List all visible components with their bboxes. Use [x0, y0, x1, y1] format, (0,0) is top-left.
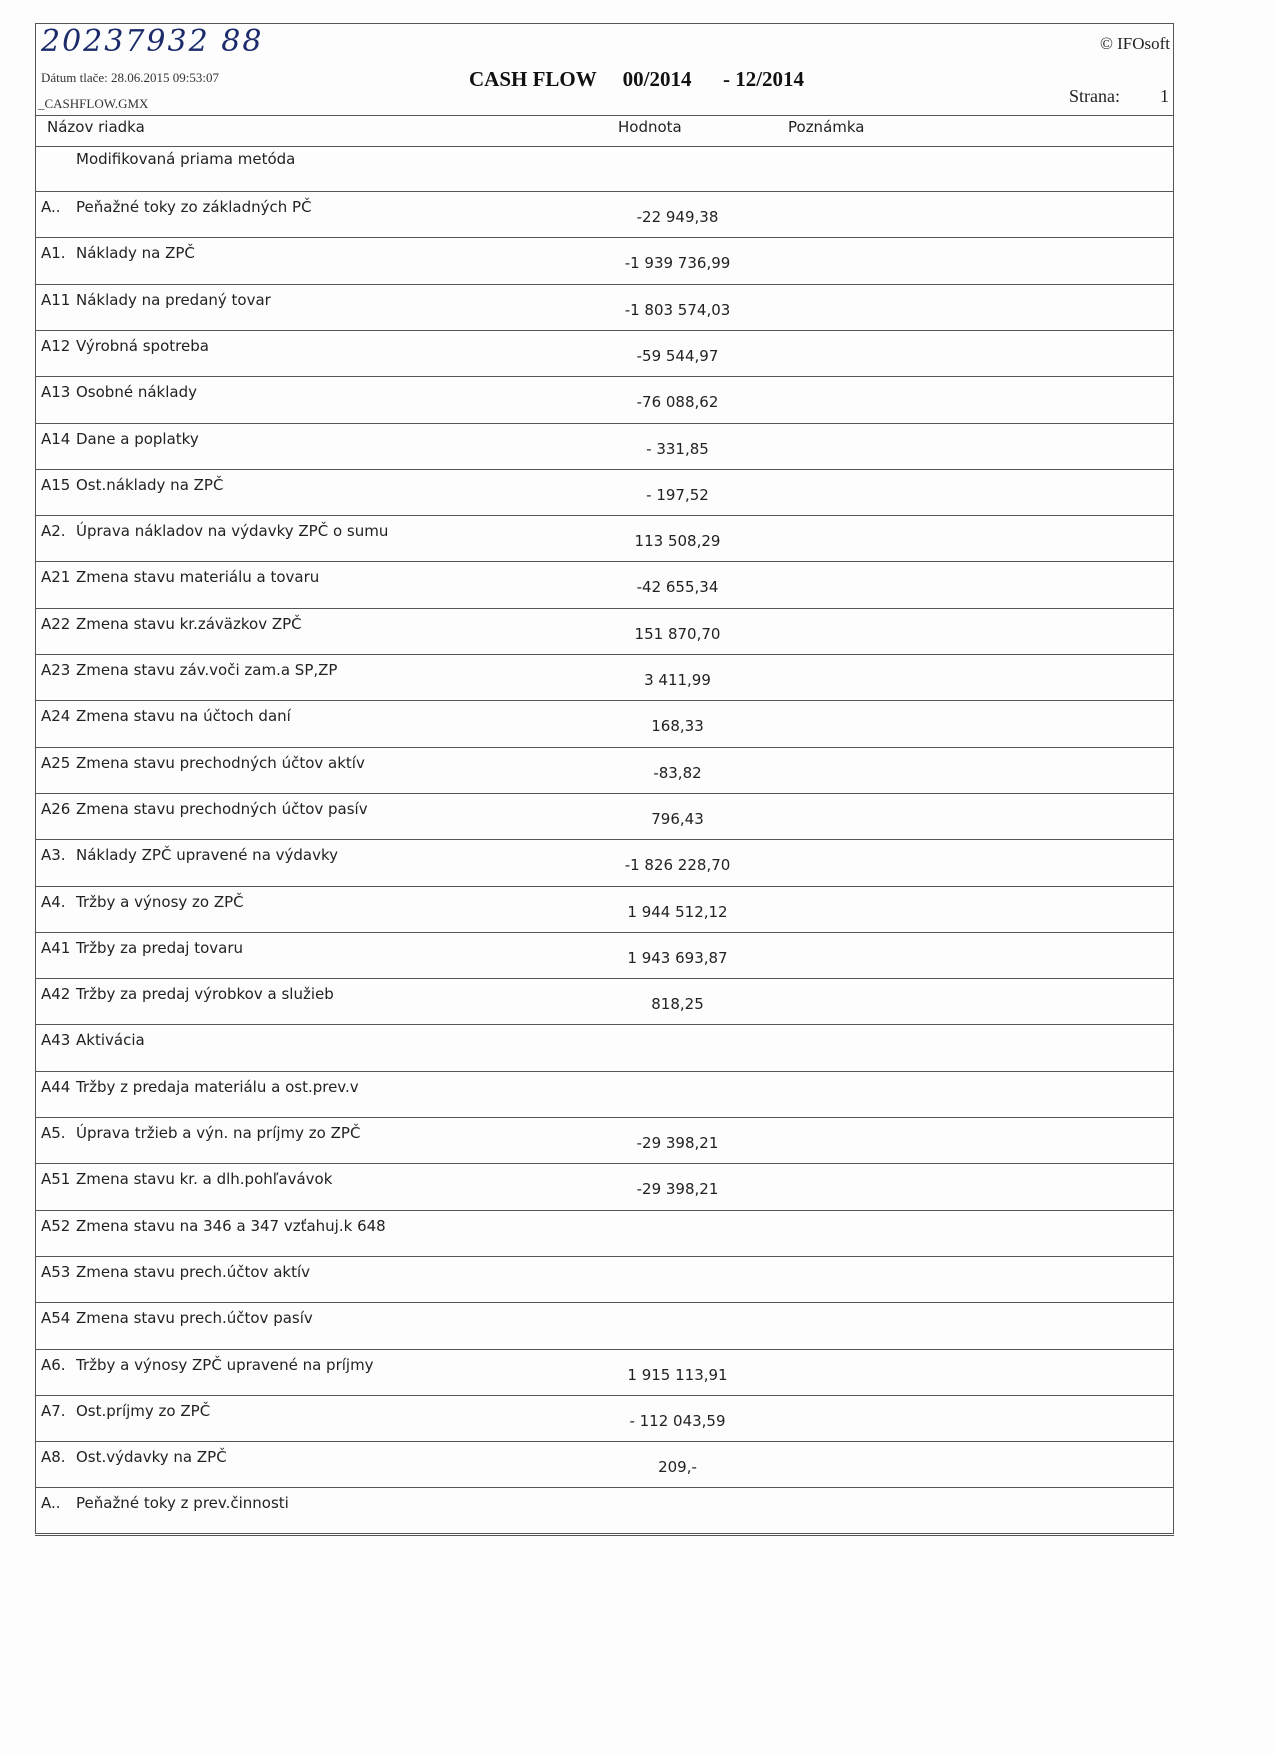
row-label: Tržby za predaj tovaru	[76, 938, 244, 957]
row-value: -1 826 228,70	[624, 856, 731, 875]
table-row	[35, 1396, 1174, 1442]
table-row	[35, 1072, 1174, 1118]
row-code: A23	[41, 661, 71, 679]
table-row	[35, 1118, 1174, 1164]
row-value: 1 943 693,87	[627, 948, 728, 967]
row-value: -29 398,21	[636, 1180, 719, 1199]
row-label: Aktivácia	[76, 1031, 145, 1050]
row-value: 209,-	[658, 1458, 697, 1477]
row-code: A42	[41, 985, 71, 1004]
column-header-note: Poznámka	[788, 118, 865, 136]
column-header-name: Názov riadka	[47, 118, 145, 136]
row-value: 818,25	[651, 995, 704, 1014]
row-code: A26	[41, 799, 71, 818]
row-code: A52	[41, 1216, 71, 1235]
column-header-value: Hodnota	[618, 118, 682, 136]
table-row	[35, 470, 1174, 516]
table-row	[35, 1025, 1174, 1071]
row-label: Dane a poplatky	[76, 429, 199, 448]
report-title: CASH FLOW 00/2014 - 12/2014	[469, 67, 805, 91]
row-code: A5.	[41, 1124, 66, 1142]
row-value: -76 088,62	[636, 393, 719, 412]
handwritten-number: 20237932 88	[41, 24, 264, 59]
row-code: A..	[41, 1494, 61, 1513]
row-value: 1 915 113,91	[627, 1365, 728, 1384]
row-label: Zmena stavu kr.záväzkov ZPČ	[76, 614, 302, 633]
table-row	[35, 1211, 1174, 1257]
page-label: Strana:	[1069, 86, 1120, 106]
table-row	[35, 1442, 1174, 1488]
row-label: Zmena stavu prech.účtov pasív	[76, 1309, 313, 1328]
table-row	[35, 840, 1174, 886]
table-row	[35, 748, 1174, 794]
row-code: A15	[41, 475, 71, 494]
row-label: Tržby a výnosy ZPČ upravené na príjmy	[76, 1355, 374, 1374]
row-label: Náklady ZPČ upravené na výdavky	[76, 846, 339, 865]
row-label: Ost.náklady na ZPČ	[76, 475, 224, 494]
row-label: Zmena stavu materiálu a tovaru	[76, 568, 320, 587]
row-label: Zmena stavu kr. a dlh.pohľavávok	[76, 1170, 333, 1189]
row-code: A..	[41, 198, 61, 216]
row-label: Výrobná spotreba	[76, 336, 209, 355]
row-code: A12	[41, 336, 71, 355]
row-code: A2.	[41, 522, 66, 541]
table-row	[35, 655, 1174, 701]
table-row	[35, 701, 1174, 747]
row-label: Zmena stavu na účtoch daní	[76, 707, 291, 726]
header-divider	[35, 115, 1174, 116]
row-value: 168,33	[651, 717, 704, 736]
row-label: Zmena stavu na 346 a 347 vzťahuj.k 648	[76, 1216, 386, 1235]
table-row	[35, 979, 1174, 1025]
row-label: Náklady na predaný tovar	[76, 290, 271, 309]
page-number: 1	[1160, 86, 1169, 106]
row-code: A25	[41, 753, 71, 772]
table-row	[35, 1257, 1174, 1303]
row-value: 1 944 512,12	[627, 902, 728, 921]
row-code: A3.	[41, 846, 66, 865]
row-label: Úprava nákladov na výdavky ZPČ o sumu	[76, 522, 389, 541]
table-row	[35, 331, 1174, 377]
table-end-divider	[35, 1535, 1174, 1536]
row-label: Tržby z predaja materiálu a ost.prev.v	[76, 1077, 359, 1096]
row-value: 3 411,99	[644, 671, 711, 689]
row-label: Zmena stavu záv.voči zam.a SP,ZP	[76, 661, 338, 679]
row-code: A8.	[41, 1448, 66, 1467]
row-code: A4.	[41, 892, 66, 911]
print-date: Dátum tlače: 28.06.2015 09:53:07	[41, 70, 220, 85]
row-value: -42 655,34	[636, 578, 719, 597]
row-code: A11	[41, 290, 71, 309]
table-row	[35, 238, 1174, 284]
row-value: 113 508,29	[634, 532, 721, 551]
row-code: A43	[41, 1031, 71, 1050]
file-name: _CASHFLOW.GMX	[38, 96, 149, 111]
row-value: -59 544,97	[636, 346, 719, 365]
row-label: Ost.výdavky na ZPČ	[76, 1448, 227, 1467]
row-code: A21	[41, 568, 71, 587]
table-row	[35, 562, 1174, 608]
table-row	[35, 192, 1174, 238]
row-code: A53	[41, 1262, 71, 1281]
table-row	[35, 377, 1174, 423]
row-code: A22	[41, 614, 71, 633]
table-row	[35, 1303, 1174, 1349]
row-label: Úprava tržieb a výn. na príjmy zo ZPČ	[76, 1124, 361, 1142]
table-row	[35, 794, 1174, 840]
table-row	[35, 516, 1174, 562]
row-code: A7.	[41, 1401, 66, 1420]
row-label: Tržby za predaj výrobkov a služieb	[76, 985, 334, 1004]
column-header-divider	[35, 146, 1174, 147]
row-value: 796,43	[651, 809, 704, 828]
row-code: A51	[41, 1170, 71, 1189]
row-value: -1 803 574,03	[624, 300, 731, 319]
row-code: A54	[41, 1309, 71, 1328]
table-row	[35, 1488, 1174, 1534]
row-code: A44	[41, 1077, 71, 1096]
row-value: - 197,52	[646, 485, 709, 504]
row-code: A24	[41, 707, 71, 726]
table-row	[35, 887, 1174, 933]
row-label: Zmena stavu prechodných účtov aktív	[76, 753, 365, 772]
row-code: A1.	[41, 244, 66, 263]
row-code: A14	[41, 429, 71, 448]
row-code: A13	[41, 383, 71, 402]
row-label: Ost.príjmy zo ZPČ	[76, 1401, 211, 1420]
table-row	[35, 933, 1174, 979]
row-value: -83,82	[653, 763, 702, 782]
row-value: - 331,85	[646, 439, 709, 458]
table-row	[35, 285, 1174, 331]
table-row	[35, 609, 1174, 655]
row-code: A6.	[41, 1355, 66, 1374]
row-label: Peňažné toky zo základných PČ	[76, 198, 312, 216]
row-code: A41	[41, 938, 71, 957]
row-value: -22 949,38	[636, 208, 719, 226]
row-label: Tržby a výnosy zo ZPČ	[76, 892, 244, 911]
table-row	[35, 1164, 1174, 1210]
row-value: -29 398,21	[636, 1134, 719, 1152]
table-row	[35, 1350, 1174, 1396]
row-value: -1 939 736,99	[624, 254, 731, 273]
row-label: Osobné náklady	[76, 383, 197, 402]
row-label: Zmena stavu prech.účtov aktív	[76, 1262, 310, 1281]
row-value: - 112 043,59	[629, 1411, 726, 1430]
row-label: Náklady na ZPČ	[76, 244, 195, 263]
row-label: Peňažné toky z prev.činnosti	[76, 1494, 289, 1513]
row-value: 151 870,70	[634, 624, 721, 643]
method-subheading: Modifikovaná priama metóda	[76, 150, 296, 168]
row-label: Zmena stavu prechodných účtov pasív	[76, 799, 368, 818]
copyright-text: © IFOsoft	[1099, 34, 1170, 53]
table-row	[35, 424, 1174, 470]
